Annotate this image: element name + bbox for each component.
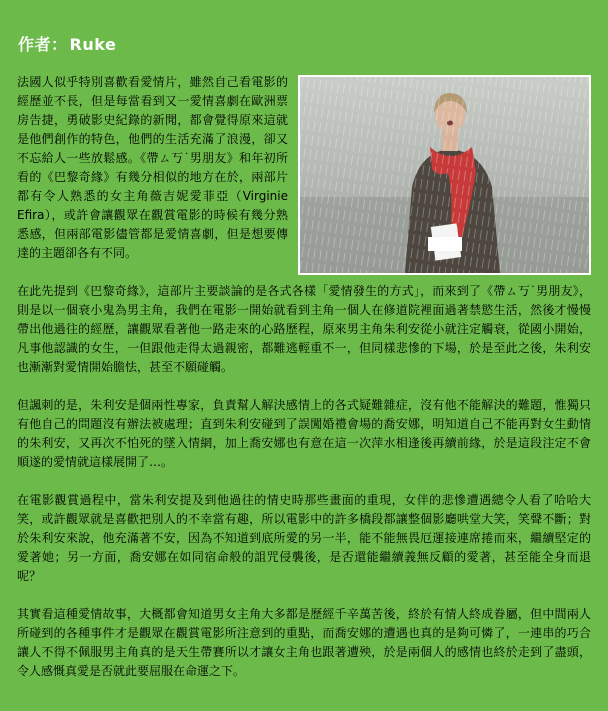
paragraph-3: 但諷刺的是，朱利安是個兩性專家，負責幫人解決感情上的各式疑難雜症，沒有他不能解決的難題，惟獨只有他自己的問題沒有辦法被處理；直到朱利安碰到了誤闖婚禮會場的喬安娜，明知道自己不能再對女生動情的朱利安，又再次不怕死的墜入情網，加上喬安娜也有意在這一次萍水相逢後再續前緣，於是這段注定不會順遂的愛情就這樣展開了…。 xyxy=(17,398,591,469)
paragraph-2: 在此先提到《巴黎奇緣》，這部片主要談論的是各式各樣「愛情發生的方式」，而來到了《帶ㄙ丂˙男朋友》，則是以一個衰小鬼為男主角，我們在電影一開始就看到主角一個人在修道院裡面過著禁慾生活，然後才慢慢帶出他過往的經歷，讓觀眾看著他一路走來的心路歷程，原來男主角朱利安從小就注定觸衰，從國小開始，凡事他認識的女生，一但跟他走得太過親密，都難逃輕重不一，但同樣悲慘的下場，於是至此之後，朱利安也漸漸對愛情開始膽怯，甚至不願碰觸。 xyxy=(17,284,591,374)
article-body xyxy=(17,73,591,700)
rain-scene-image xyxy=(300,77,589,273)
author-line xyxy=(18,32,116,55)
paragraph-1-text: 法國人似乎特別喜歡看愛情片，雖然自己看電影的經歷並不長，但是每當看到又一愛情喜劇在歐洲票房告捷，勇破影史紀錄的新聞，都會覺得原來這就是他們創作的特色，他們的生活充滿了浪漫，卻又不忘給人一些放鬆感。《帶ㄙ丂˙男朋友》和年初所看的《巴黎奇緣》有幾分相似的地方在於，兩部片都有令人熟悉的女主角薇吉妮愛菲亞（Virginie Efira），或許會讓觀眾在觀賞電影的時候有幾分熟悉感，但兩部電影儘管都是愛情喜劇，但是想要傳達的主題卻各有不同。 xyxy=(17,75,288,260)
author-name: Ruke xyxy=(69,35,117,54)
paragraph-4: 在電影觀賞過程中，當朱利安提及到他過往的情史時那些畫面的重現，女伴的悲慘遭遇總令人看了哈哈大笑，或許觀眾就是喜歡把別人的不幸當有趣，所以電影中的許多橋段都讓整個影廳哄堂大笑，笑聲不斷；對於朱利安來說，他充滿著不安，因為不知道到底所愛的另一半，能不能無畏厄運接連席捲而來，繼續堅定的愛著她；另一方面，喬安娜在如同宿命般的詛咒侵襲後，是否還能繼續義無反顧的愛著，甚至能全身而退呢？ xyxy=(17,493,591,583)
paragraph-1 xyxy=(17,73,591,263)
paragraph-5: 其實看這種愛情故事，大概都會知道男女主角大多都是歷經千辛萬苦後，終於有情人終成眷屬，但中間兩人所碰到的各種事件才是觀眾在觀賞電影所注意到的重點，而喬安娜的遭遇也真的是夠可憐了，一連串的巧合讓人不得不佩服男主角真的是天生帶賽所以才讓女主角也跟著遭殃，於是兩個人的感情也終於走到了盡頭，令人感慨真愛是否就此要屈服在命運之下。 xyxy=(17,607,591,678)
movie-still-photo xyxy=(298,75,591,275)
author-label: 作者： xyxy=(18,35,68,54)
